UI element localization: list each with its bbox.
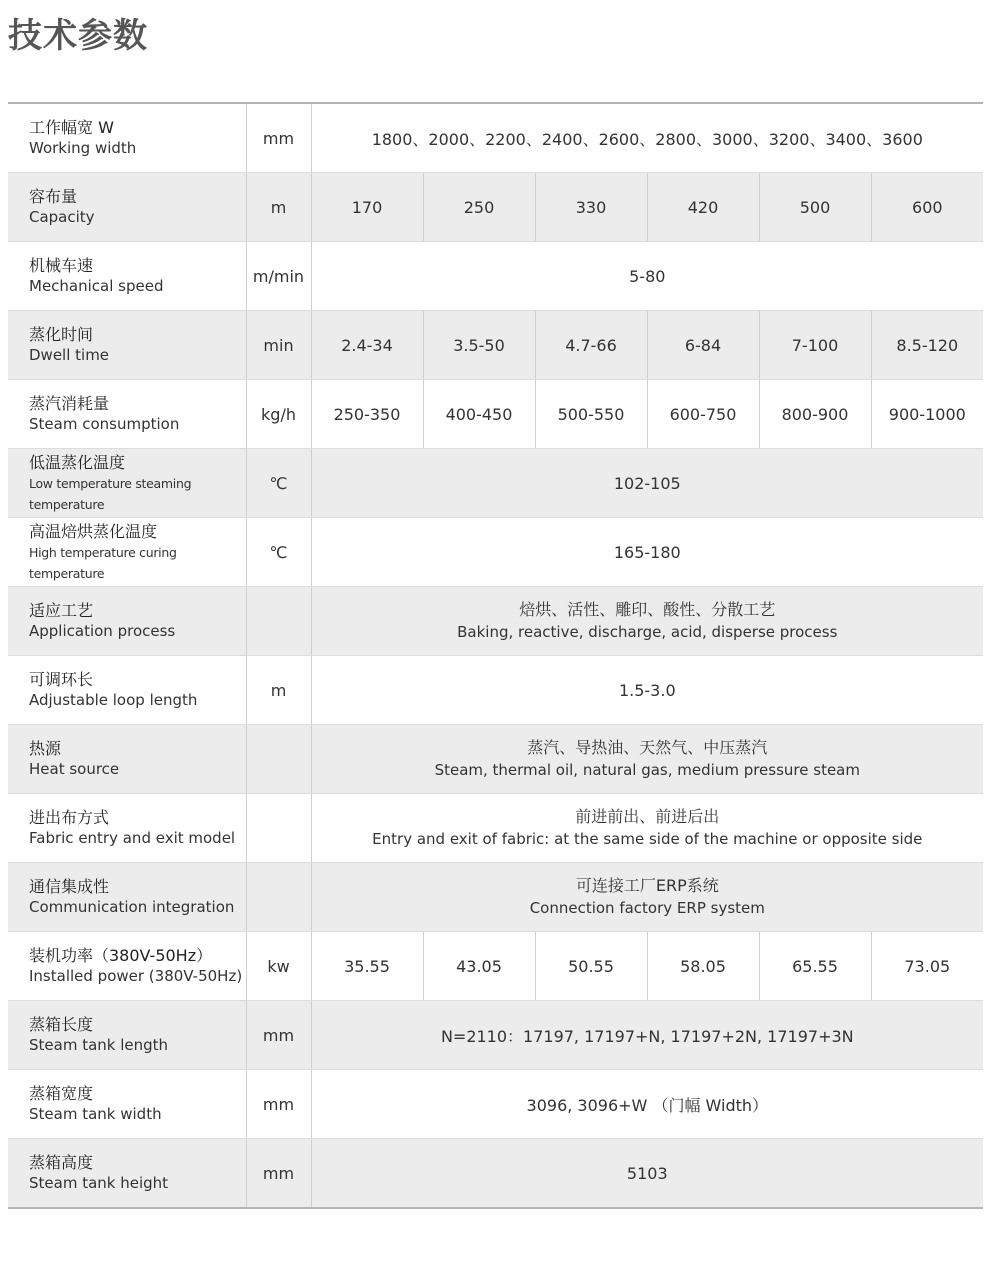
unit-cell xyxy=(246,587,311,656)
value-cell: 800-900 xyxy=(759,380,871,449)
unit-cell: mm xyxy=(246,1139,311,1209)
label-en: Mechanical speed xyxy=(29,277,164,295)
table-row-working-width xyxy=(8,103,983,173)
table-row-low-temp-steaming xyxy=(8,449,983,518)
row-label xyxy=(8,932,246,1001)
label-cn: 蒸化时间 xyxy=(29,325,94,344)
value-cell: 5-80 xyxy=(311,242,983,311)
table-row-heat-source xyxy=(8,725,983,794)
unit-cell: mm xyxy=(246,103,311,173)
row-label xyxy=(8,1001,246,1070)
value-cell: 600 xyxy=(871,173,983,242)
unit-cell xyxy=(246,794,311,863)
unit-cell: m xyxy=(246,173,311,242)
label-cn: 适应工艺 xyxy=(29,601,94,620)
table-row-fabric-entry-exit xyxy=(8,794,983,863)
row-label xyxy=(8,380,246,449)
value-cell: 65.55 xyxy=(759,932,871,1001)
table-row-installed-power xyxy=(8,932,983,1001)
table-row-dwell-time xyxy=(8,311,983,380)
value-cell: 7-100 xyxy=(759,311,871,380)
label-en: Steam tank height xyxy=(29,1174,169,1192)
row-label xyxy=(8,587,246,656)
value-cell: 43.05 xyxy=(423,932,535,1001)
label-en: Communication integration xyxy=(29,898,235,916)
label-cn: 通信集成性 xyxy=(29,877,110,896)
value-cell: 2.4-34 xyxy=(311,311,423,380)
unit-cell: m xyxy=(246,656,311,725)
row-label xyxy=(8,103,246,173)
value-cell: 500 xyxy=(759,173,871,242)
label-cn: 装机功率（380V-50Hz） xyxy=(29,946,213,965)
row-label xyxy=(8,656,246,725)
row-label xyxy=(8,449,246,518)
row-label xyxy=(8,1070,246,1139)
value-en: Entry and exit of fabric: at the same side of the machine or opposite side xyxy=(372,830,923,848)
table-row-communication xyxy=(8,863,983,932)
value-cell: 102-105 xyxy=(311,449,983,518)
label-cn: 蒸汽消耗量 xyxy=(29,394,110,413)
value-cell xyxy=(311,725,983,794)
row-label xyxy=(8,242,246,311)
value-cn: 焙烘、活性、雕印、酸性、分散工艺 xyxy=(519,600,776,619)
value-cell: 6-84 xyxy=(647,311,759,380)
table-row-capacity xyxy=(8,173,983,242)
unit-cell: kw xyxy=(246,932,311,1001)
table-row-loop-length xyxy=(8,656,983,725)
unit-cell: ℃ xyxy=(246,449,311,518)
label-en: Low temperature steaming temperature xyxy=(29,475,192,512)
value-cell: 58.05 xyxy=(647,932,759,1001)
label-cn: 机械车速 xyxy=(29,256,94,275)
value-cell: 1.5-3.0 xyxy=(311,656,983,725)
value-cell: 600-750 xyxy=(647,380,759,449)
value-cell: 330 xyxy=(535,173,647,242)
value-en: Steam, thermal oil, natural gas, medium pressure steam xyxy=(434,761,860,779)
value-cell: 50.55 xyxy=(535,932,647,1001)
table-row-steam-consumption xyxy=(8,380,983,449)
table-row-tank-height xyxy=(8,1139,983,1209)
row-label xyxy=(8,173,246,242)
label-en: Installed power (380V-50Hz) xyxy=(29,967,243,985)
value-cell: N=2110：17197, 17197+N, 17197+2N, 17197+3N xyxy=(311,1001,983,1070)
value-cell: 250-350 xyxy=(311,380,423,449)
label-cn: 热源 xyxy=(29,739,62,758)
value-cell xyxy=(311,587,983,656)
unit-cell: ℃ xyxy=(246,518,311,587)
label-en: Heat source xyxy=(29,760,120,778)
value-cn: 可连接工厂ERP系统 xyxy=(575,876,719,895)
table-row-tank-width xyxy=(8,1070,983,1139)
unit-cell xyxy=(246,863,311,932)
value-cell xyxy=(311,794,983,863)
table-row-tank-length xyxy=(8,1001,983,1070)
label-en: Fabric entry and exit model xyxy=(29,829,236,847)
label-en: Capacity xyxy=(29,208,95,226)
label-cn: 蒸箱长度 xyxy=(29,1015,94,1034)
value-cell: 5103 xyxy=(311,1139,983,1209)
value-cell xyxy=(311,863,983,932)
value-cell: 3096, 3096+W （门幅 Width） xyxy=(311,1070,983,1139)
label-en: High temperature curing temperature xyxy=(29,544,177,581)
value-cell: 4.7-66 xyxy=(535,311,647,380)
value-cell: 900-1000 xyxy=(871,380,983,449)
value-cell: 400-450 xyxy=(423,380,535,449)
label-cn: 高温焙烘蒸化温度 xyxy=(29,521,158,541)
label-en: Steam tank width xyxy=(29,1105,162,1123)
label-en: Steam consumption xyxy=(29,415,180,433)
unit-cell: m/min xyxy=(246,242,311,311)
label-en: Working width xyxy=(29,139,137,157)
label-cn: 蒸箱高度 xyxy=(29,1153,94,1172)
value-cell: 73.05 xyxy=(871,932,983,1001)
value-cn: 前进前出、前进后出 xyxy=(575,807,720,826)
table-row-high-temp-curing xyxy=(8,518,983,587)
value-cell: 420 xyxy=(647,173,759,242)
row-label xyxy=(8,794,246,863)
value-cell: 3.5-50 xyxy=(423,311,535,380)
row-label xyxy=(8,311,246,380)
label-cn: 可调环长 xyxy=(29,670,94,689)
page-title: 技术参数 xyxy=(8,16,148,56)
unit-cell: min xyxy=(246,311,311,380)
row-label xyxy=(8,518,246,587)
label-cn: 蒸箱宽度 xyxy=(29,1084,94,1103)
label-cn: 低温蒸化温度 xyxy=(29,452,126,472)
unit-cell: mm xyxy=(246,1070,311,1139)
row-label xyxy=(8,863,246,932)
unit-cell: mm xyxy=(246,1001,311,1070)
table-row-mechanical-speed xyxy=(8,242,983,311)
label-en: Application process xyxy=(29,622,176,640)
value-cell: 8.5-120 xyxy=(871,311,983,380)
label-en: Steam tank length xyxy=(29,1036,169,1054)
unit-cell xyxy=(246,725,311,794)
value-cell: 165-180 xyxy=(311,518,983,587)
value-cell: 1800、2000、2200、2400、2600、2800、3000、3200、3400、3600 xyxy=(311,103,983,173)
spec-table xyxy=(8,102,983,1209)
unit-cell: kg/h xyxy=(246,380,311,449)
value-cell: 170 xyxy=(311,173,423,242)
value-en: Baking, reactive, discharge, acid, disperse process xyxy=(457,623,838,641)
row-label xyxy=(8,1139,246,1209)
value-cell: 500-550 xyxy=(535,380,647,449)
label-cn: 容布量 xyxy=(29,187,78,206)
value-cell: 35.55 xyxy=(311,932,423,1001)
row-label xyxy=(8,725,246,794)
table-row-application-process xyxy=(8,587,983,656)
value-en: Connection factory ERP system xyxy=(529,899,765,917)
value-cn: 蒸汽、导热油、天然气、中压蒸汽 xyxy=(527,738,768,757)
label-cn: 进出布方式 xyxy=(29,808,110,827)
label-en: Dwell time xyxy=(29,346,110,364)
value-cell: 250 xyxy=(423,173,535,242)
label-cn: 工作幅宽 W xyxy=(29,118,114,137)
label-en: Adjustable loop length xyxy=(29,691,198,709)
